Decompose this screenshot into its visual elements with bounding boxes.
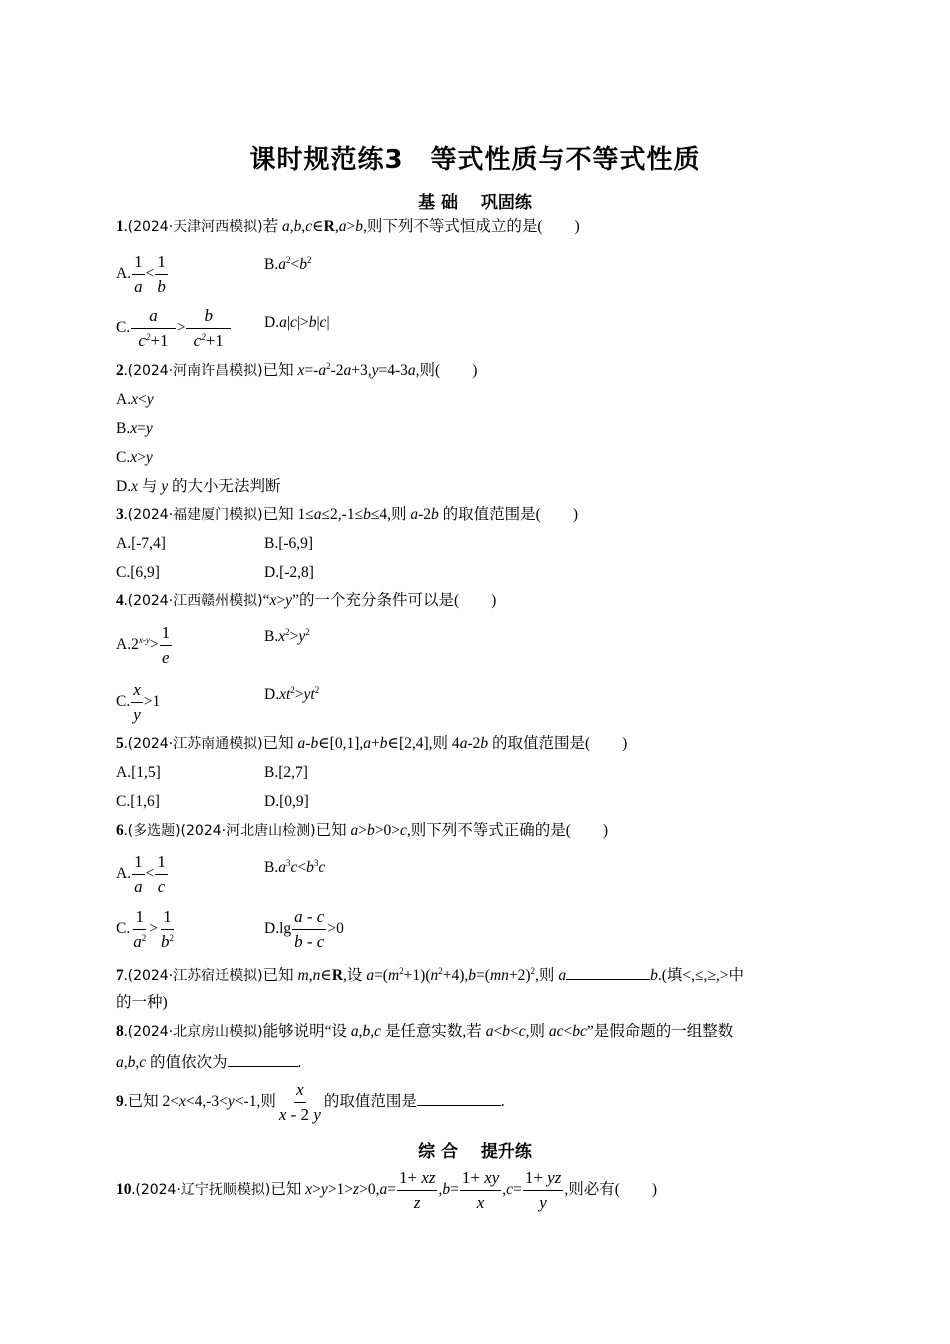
question-4-option-b: $B.x^2>y^2$	[264, 627, 310, 645]
question-4-stem: 4.(2024·江西赣州模拟)“x>y”的一个充分条件可以是( )	[116, 592, 497, 609]
answer-blank-7[interactable]	[566, 963, 650, 980]
question-6-option-a: A. $\frac{1}{a}$ < $\frac{1}{c}$	[116, 852, 166, 896]
question-1-stem: 1.(2024·天津河西模拟)若 a,b,c∈R,a>b,则下列不等式恒成立的是( )	[116, 218, 580, 235]
question-5-stem: 5.(2024·江苏南通模拟)已知 a-b∈[0,1],a+b∈[2,4],则 4a-2b 的取值范围是( )	[116, 735, 628, 752]
question-7-stem: 7.(2024·江苏宿迁模拟)已知 m,n∈R,设 $a=(m^2+1)(n^2+4),b=(mn+2)^2$,则 a b.(填<,≤,≥,>中	[116, 963, 744, 987]
question-2-option-b: B.x=y	[116, 420, 153, 437]
question-8-continuation: a,b,c 的值依次为 .	[116, 1050, 301, 1074]
answer-blank-8[interactable]	[228, 1050, 298, 1067]
question-2-option-a: A.x<y	[116, 391, 154, 408]
question-4-option-a: $A.2^{x-y}>$ $\frac{1}{e}$	[116, 623, 171, 667]
question-6-option-c: C. $\frac{1}{a^2}$ > $\frac{1}{b^2}$	[116, 907, 174, 951]
question-4-option-c: C. $\frac{x}{y}$ >1	[116, 680, 161, 724]
question-3-option-b: B.[-6,9]	[264, 535, 314, 552]
question-6-stem: 6.(多选题)(2024·河北唐山检测)已知 a>b>0>c,则下列不等式正确的是( )	[116, 822, 609, 839]
question-3-option-c: C.[6,9]	[116, 564, 160, 581]
section-heading-basic: 基 础 巩固练	[418, 193, 532, 213]
question-2-option-c: C.x>y	[116, 449, 153, 466]
question-4-option-d: $D.xt^2>yt^2$	[264, 685, 320, 703]
question-3-option-a: A.[-7,4]	[116, 535, 166, 552]
question-1-option-b: $B.a^2<b^2$	[264, 255, 312, 273]
question-5-option-b: B.[2,7]	[264, 764, 308, 781]
question-8-stem: 8.(2024·北京房山模拟)能够说明“设 a,b,c 是任意实数,若 a<b<c,则 ac<bc”是假命题的一组整数	[116, 1023, 734, 1040]
question-1-option-d: D.a|c|>b|c|	[264, 314, 330, 331]
question-3-option-d: D.[-2,8]	[264, 564, 314, 581]
question-6-option-d: D.lg $\frac{a - c}{b - c}$ >0	[264, 907, 344, 951]
question-6-option-b: $B.a^3c<b^3c$	[264, 858, 326, 876]
answer-blank-9[interactable]	[417, 1089, 501, 1106]
question-3-stem: 3.(2024·福建厦门模拟)已知 1≤a≤2,-1≤b≤4,则 a-2b 的取值范围是( )	[116, 506, 578, 523]
question-9-stem: 9.已知 2<x<4,-3<y<-1,则 $\frac{x}{x - 2 y}$ 的取值范围是 .	[116, 1080, 505, 1124]
question-5-option-c: C.[1,6]	[116, 793, 160, 810]
question-5-option-d: D.[0,9]	[264, 793, 309, 810]
question-1-option-a: A. $\frac{1}{a}$ < $\frac{1}{b}$	[116, 252, 166, 296]
question-1-option-c: C. $\frac{a}{c^2+1}$ > $\frac{b}{c^2+1}$	[116, 306, 232, 351]
question-5-option-a: A.[1,5]	[116, 764, 161, 781]
question-2-option-d: D.x 与 y 的大小无法判断	[116, 478, 281, 495]
question-10-stem: 10.(2024·辽宁抚顺模拟)已知 x>y>1>z>0,a= $\frac{1+ xz}{z}$ ,b= $\frac{1+ xy}{x}$ ,c= $\frac{1+ yz}{y}$ ,则必有( )	[116, 1168, 658, 1212]
section-heading-advanced: 综 合 提升练	[418, 1142, 532, 1162]
page-title: 课时规范练3 等式性质与不等式性质	[249, 145, 701, 175]
question-2-stem: 2.(2024·河南许昌模拟)已知 $x=-a^2-2a+3,y=4-3a$,则( )	[116, 361, 478, 379]
question-7-continuation: 的一种)	[116, 994, 168, 1011]
